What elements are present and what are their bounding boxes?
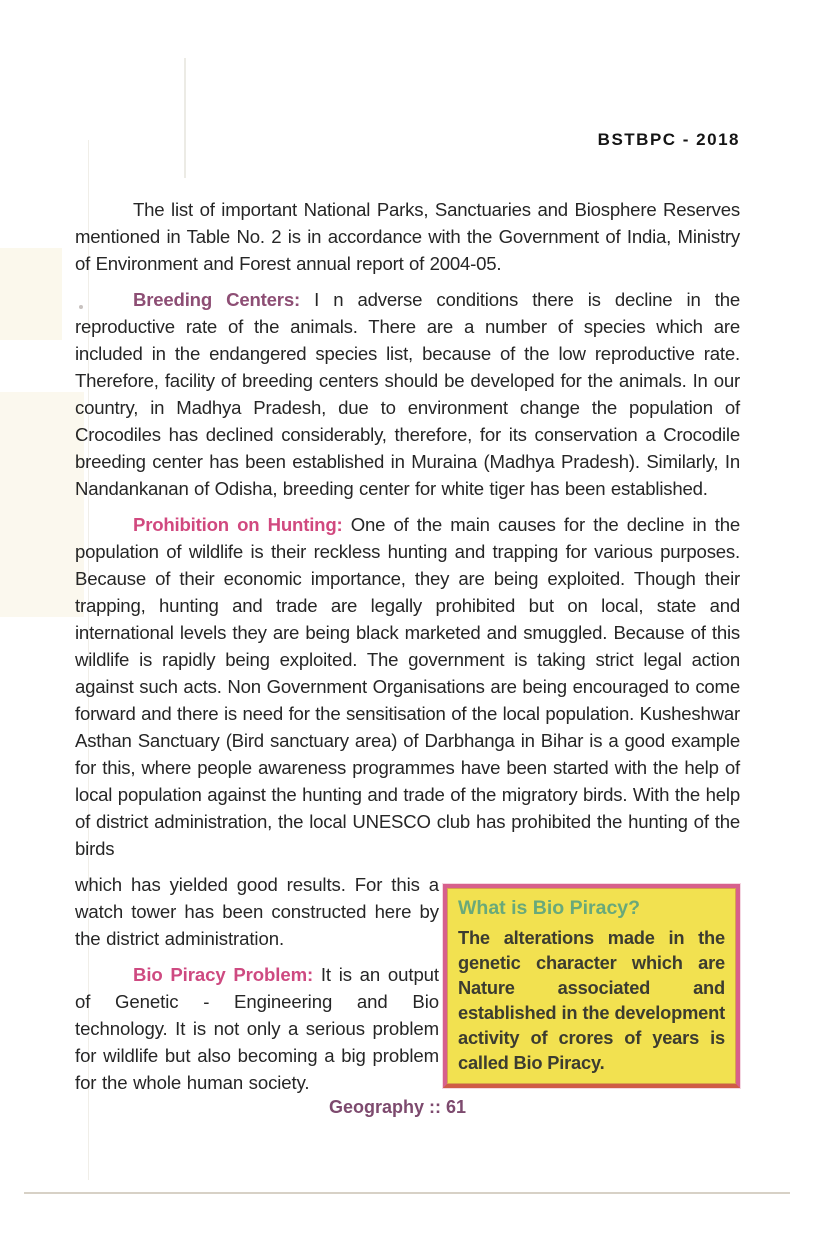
bio-piracy-callout-box [443,884,740,1088]
paragraph-breeding-centers [75,286,740,502]
paragraph-prohibition-hunting [75,511,740,862]
paragraph-breeding-centers-text: I n adverse conditions there is decline in the reproductive rate of the animals. There are a number of species which are included in the endangered species list, because of the low reproductive rate. Therefore, facility of breeding centers should be developed for the animals. In our country, in Madhya Pradesh, due to environment change the population of Crocodiles has declined considerably, therefore, for its conservation a Crocodile breeding center has been established in Muraina (Madhya Pradesh). Similarly, In Nandankanan of Odisha, breeding center for white tiger has been established. [75,289,741,499]
page-footer-label: Geography :: 61 [328,1097,467,1117]
left-text-column [75,871,439,1096]
scan-stain-left-lower [0,392,84,617]
paragraph-prohibition-hunting-text: One of the main causes for the decline in the population of wildlife is their reckless hunting and trapping for various purposes. Because of their economic importance, they are being exploited. Though their trapping, hunting and trade are legally prohibited but on local, state and international levels they are being black marketed and smuggled. Because of this wildlife is rapidly being exploited. The government is taking strict legal action against such acts. Non Government Organisations are being encouraged to come forward and there is need for the sensitisation of the local population. Kusheshwar Asthan Sanctuary (Bird sanctuary area) of Darbhanga in Bihar is a good example for this, where people awareness programmes have been started with the help of local population against the hunting and trade of the migratory birds. With the help of district administration, the local UNESCO club has prohibited the hunting of the birds [75,514,741,859]
paragraph-bio-piracy-problem [75,961,439,1096]
callout-box-text: The alterations made in the genetic character which are Nature associated and established in the development activity of crores of years is called Bio Piracy. [458,927,725,1073]
page-header-code: BSTBPC - 2018 [597,130,740,149]
paragraph-bio-piracy-problem-text: It is an output of Genetic - Engineering and Bio technology. It is not only a serious problem for wildlife but also becoming a big problem for the whole human society. [75,964,439,1093]
heading-prohibition-on-hunting: Prohibition on Hunting: [133,514,343,535]
page-bottom-edge [24,1192,790,1194]
heading-bio-piracy-problem: Bio Piracy Problem: [133,964,314,985]
paragraph-prohibition-hunting-continued: which has yielded good results. For this a watch tower has been constructed here by the district administration. [75,874,439,949]
callout-box-title: What is Bio Piracy? [458,897,641,919]
paragraph-intro: The list of important National Parks, Sanctuaries and Biosphere Reserves mentioned in Table No. 2 is in accordance with the Government of India, Ministry of Environment and Forest annual report of 2004-05. [75,199,740,274]
heading-breeding-centers: Breeding Centers: [133,289,300,310]
page-content [75,130,740,1118]
text-and-callout-row [75,871,740,1096]
scan-stain-left-upper [0,248,62,340]
